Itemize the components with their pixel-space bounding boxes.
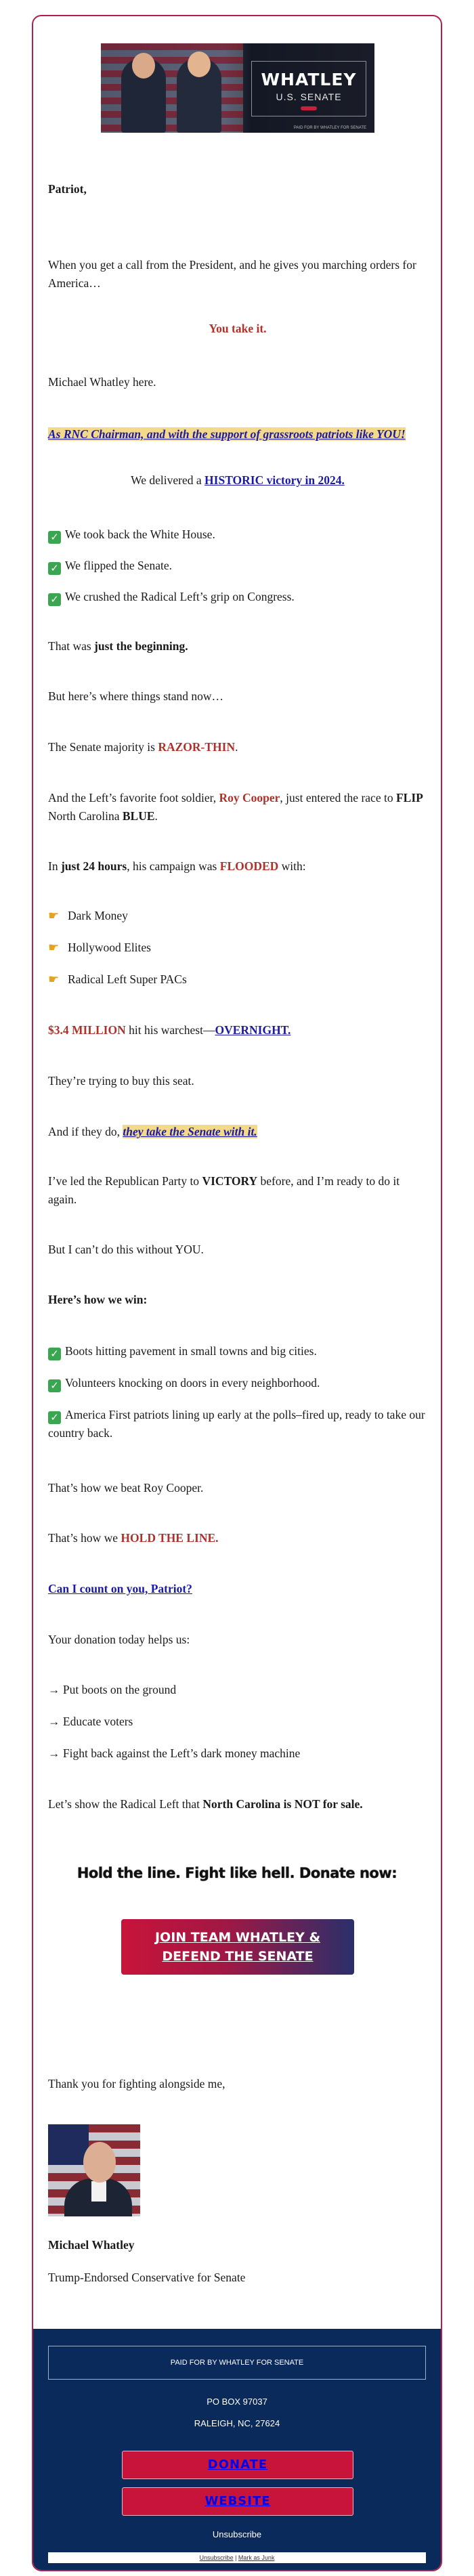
count-on-you-link[interactable]: Can I count on you, Patriot? <box>48 1582 192 1595</box>
person-left-head <box>132 53 155 79</box>
campaign-logo <box>251 61 366 116</box>
win-step-text: Boots hitting pavement in small towns and big cities. <box>65 1344 317 1358</box>
count-on-you-line <box>48 1580 427 1598</box>
flooded-text-2: , his campaign was <box>127 859 220 873</box>
how-we-win-heading: Here’s how we win: <box>48 1293 148 1306</box>
beginning-bold: just the beginning. <box>94 639 188 653</box>
intro-paragraph: When you get a call from the President, and he gives you marching orders for America… <box>48 258 416 290</box>
not-for-sale-bold: North Carolina is NOT for sale. <box>202 1797 363 1811</box>
help-item: → Educate voters <box>48 1715 133 1728</box>
email-card <box>32 15 442 2571</box>
bar-unsubscribe-link[interactable]: Unsubscribe <box>199 2554 234 2561</box>
header-banner <box>101 43 374 133</box>
greeting: Patriot, <box>48 182 87 196</box>
thanks-line: Thank you for fighting alongside me, <box>48 2077 225 2090</box>
beginning-line <box>48 637 427 656</box>
majority-period: . <box>235 740 238 754</box>
take-senate-line <box>48 1123 427 1141</box>
without-you-line: But I can’t do this without YOU. <box>48 1243 204 1256</box>
flag-canton <box>48 2124 89 2165</box>
hours-bold: just 24 hours <box>60 859 127 873</box>
check-icon: ✓ <box>48 1411 61 1424</box>
logo-title: WHATLEY <box>261 70 357 89</box>
win-step <box>48 1406 427 1442</box>
check-icon: ✓ <box>48 562 61 575</box>
not-for-sale-text: Let’s show the Radical Left that <box>48 1797 203 1811</box>
win-item-text: We flipped the Senate. <box>65 559 172 572</box>
footer <box>33 2329 441 2571</box>
not-for-sale-line <box>48 1795 427 1813</box>
delivered-line <box>48 471 427 490</box>
donate-button[interactable]: DONATE <box>122 2451 353 2479</box>
win-item-text: We took back the White House. <box>65 528 215 541</box>
cooper-line <box>48 789 427 825</box>
cta-headline: Hold the line. Fight like hell. Donate now: <box>77 1865 397 1881</box>
beat-cooper-line: That’s how we beat Roy Cooper. <box>48 1481 204 1495</box>
help-item: → Fight back against the Left’s dark money machine <box>48 1746 301 1760</box>
win-item-text: We crushed the Radical Left’s grip on Congress. <box>65 590 295 603</box>
led-party-text-2: before, and I’m ready to do it again. <box>48 1174 400 1206</box>
source-text: Hollywood Elites <box>68 941 151 954</box>
flooded-line <box>48 857 427 876</box>
pointing-hand-icon: ☛ <box>48 972 60 987</box>
majority-text: The Senate majority is <box>48 740 158 754</box>
check-icon: ✓ <box>48 593 61 606</box>
flip-bold: FLIP <box>395 791 423 804</box>
rnc-chairman-highlight: As RNC Chairman, and with the support of grassroots patriots like YOU! <box>48 427 406 441</box>
website-button[interactable]: WEBSITE <box>122 2487 353 2516</box>
roy-cooper: Roy Cooper <box>219 791 280 804</box>
source-text: Dark Money <box>68 909 128 922</box>
banner-disclaimer: PAID FOR BY WHATLEY FOR SENATE <box>293 126 366 130</box>
led-party-text-1: I’ve led the Republican Party to <box>48 1174 202 1188</box>
hold-the-line-red: HOLD THE LINE. <box>121 1531 219 1545</box>
led-party-line <box>48 1172 427 1209</box>
hold-line-line <box>48 1529 427 1547</box>
win-step-text: America First patriots lining up early at the polls–fired up, ready to take our country back. <box>48 1408 425 1440</box>
nc-state-icon <box>301 106 317 110</box>
po-box: PO BOX 97037 <box>207 2397 267 2407</box>
flooded-text-1: In <box>48 859 61 873</box>
check-icon: ✓ <box>48 531 61 544</box>
rnc-chairman-line <box>48 425 427 444</box>
candidate-portrait <box>48 2124 140 2216</box>
victory-bold: VICTORY <box>202 1174 258 1188</box>
you-take-it: You take it. <box>209 322 267 335</box>
take-senate-text: And if they do, <box>48 1125 123 1138</box>
amount-red: $3.4 MILLION <box>48 1023 126 1037</box>
help-item: → Put boots on the ground <box>48 1683 177 1696</box>
cooper-text-2: , just entered the race to <box>280 791 396 804</box>
signature-title: Trump-Endorsed Conservative for Senate <box>48 2271 246 2284</box>
razor-thin: RAZOR-THIN <box>158 740 236 754</box>
hold-line-text: That’s how we <box>48 1531 121 1545</box>
check-icon: ✓ <box>48 1348 61 1360</box>
whatley-here: Michael Whatley here. <box>48 375 156 389</box>
win-item <box>48 557 427 575</box>
delivered-text: We delivered a <box>131 473 205 487</box>
source-text: Radical Left Super PACs <box>68 972 187 986</box>
check-icon: ✓ <box>48 1379 61 1392</box>
majority-line <box>48 738 427 756</box>
cooper-text-1: And the Left’s favorite foot soldier, <box>48 791 219 804</box>
signature-name: Michael Whatley <box>48 2238 135 2252</box>
unsubscribe-link[interactable]: Unsubscribe <box>212 2529 262 2539</box>
blue-bold: BLUE <box>122 809 155 823</box>
cooper-text-3: North Carolina <box>48 809 123 823</box>
stand-now-line: But here’s where things stand now… <box>48 689 224 703</box>
portrait-collar <box>91 2181 106 2202</box>
paid-for-box: PAID FOR BY WHATLEY FOR SENATE <box>48 2346 426 2380</box>
pointing-hand-icon: ☛ <box>48 941 60 955</box>
win-item <box>48 525 427 544</box>
flooded-red: FLOODED <box>219 859 279 873</box>
overnight-link[interactable]: OVERNIGHT. <box>215 1023 291 1037</box>
source-item <box>48 970 427 989</box>
warchest-text: hit his warchest— <box>125 1023 215 1037</box>
cooper-period: . <box>154 809 158 823</box>
person-right-head <box>188 51 211 77</box>
take-senate-highlight: they take the Senate with it. <box>123 1125 257 1138</box>
city-state-zip: RALEIGH, NC, 27624 <box>194 2418 280 2428</box>
logo-subtitle: U.S. SENATE <box>276 91 342 102</box>
win-step <box>48 1374 427 1392</box>
buy-seat-line: They’re trying to buy this seat. <box>48 1074 194 1088</box>
mark-as-junk-link[interactable]: Mark as Junk <box>238 2554 275 2561</box>
historic-victory-link[interactable]: HISTORIC victory in 2024. <box>204 473 345 487</box>
beginning-text: That was <box>48 639 95 653</box>
source-item <box>48 939 427 957</box>
join-team-button[interactable]: JOIN TEAM WHATLEY & DEFEND THE SENATE <box>121 1919 354 1975</box>
portrait-face <box>83 2142 116 2183</box>
flooded-text-3: with: <box>278 859 306 873</box>
pointing-hand-icon: ☛ <box>48 909 60 923</box>
unsubscribe-bar <box>48 2552 426 2563</box>
win-step <box>48 1342 427 1360</box>
warchest-line <box>48 1021 427 1039</box>
bar-separator: | <box>233 2554 238 2561</box>
win-item <box>48 588 427 606</box>
donation-helps-line: Your donation today helps us: <box>48 1633 190 1646</box>
source-item <box>48 907 427 925</box>
win-step-text: Volunteers knocking on doors in every neighborhood. <box>65 1376 320 1390</box>
